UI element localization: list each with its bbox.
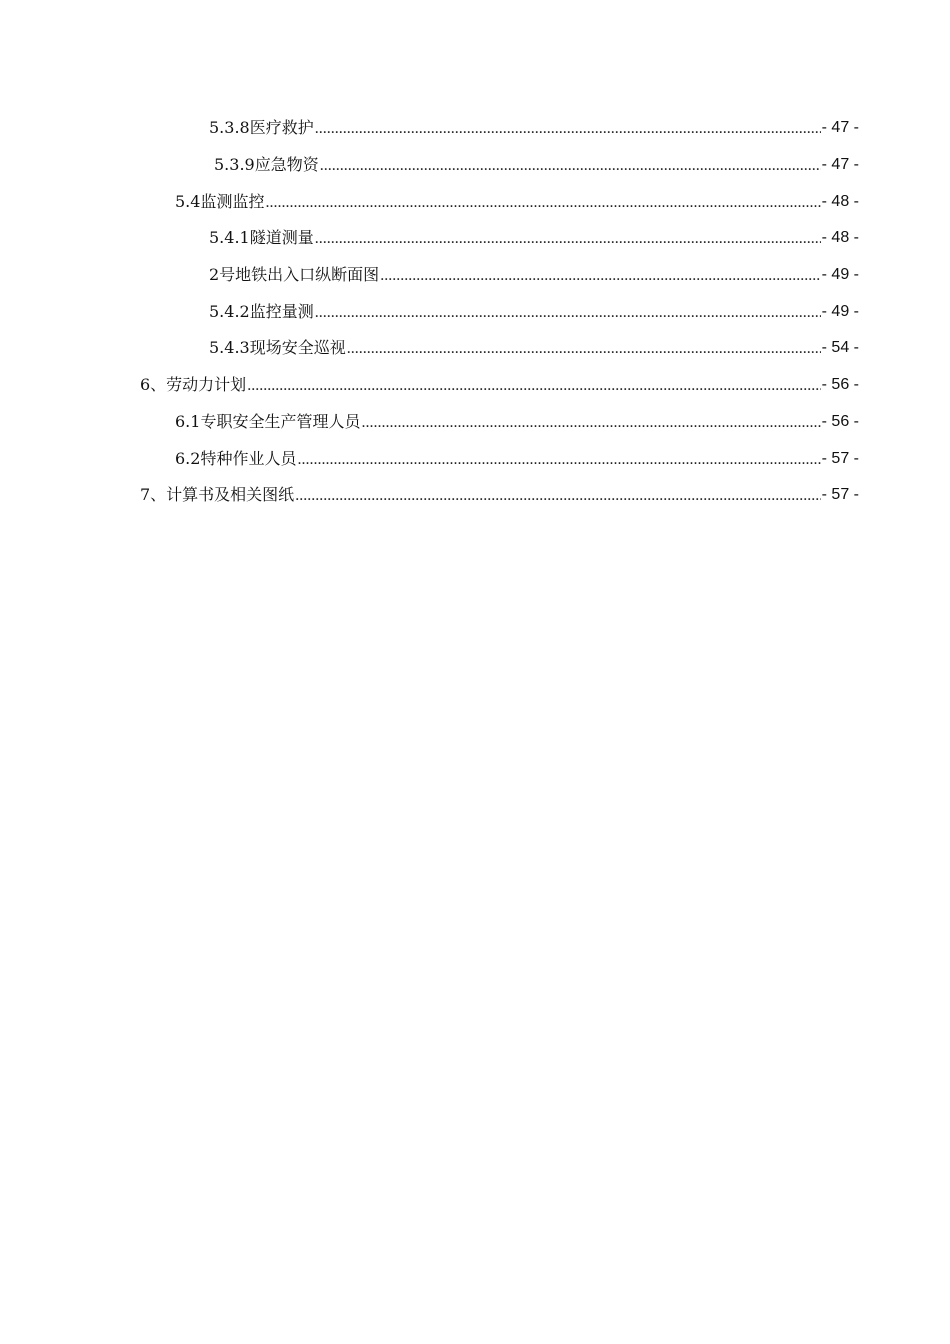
toc-entry-page: - 48 - <box>821 229 859 247</box>
toc-entry-title: 5.3.8医疗救护 <box>209 118 314 138</box>
toc-entry-title: 5.3.9应急物资 <box>214 155 319 175</box>
toc-entry[interactable] <box>0 404 950 441</box>
toc-entry[interactable] <box>0 257 950 294</box>
toc-entry-page: - 57 - <box>821 449 859 467</box>
toc-entry[interactable] <box>0 183 950 220</box>
toc-dot-leader <box>361 413 820 433</box>
toc-entry-title: 6、劳动力计划 <box>140 375 247 395</box>
toc-entry-title: 5.4.2监控量测 <box>209 301 314 321</box>
toc-entry-title: 6.2特种作业人员 <box>175 448 297 468</box>
toc-entry-page: - 57 - <box>821 486 859 504</box>
toc-dot-leader <box>297 450 820 470</box>
toc-entry[interactable] <box>0 220 950 257</box>
toc-entry-page: - 47 - <box>821 119 859 137</box>
toc-entry-title: 7、计算书及相关图纸 <box>140 485 295 505</box>
toc-entry-title: 5.4.1隧道测量 <box>209 228 314 248</box>
toc-entry-page: - 49 - <box>821 302 859 320</box>
toc-entry[interactable] <box>0 440 950 477</box>
toc-entry[interactable] <box>0 477 950 514</box>
toc-entry-title: 5.4监测监控 <box>175 191 265 211</box>
toc-dot-leader <box>295 486 820 506</box>
toc-entry-page: - 54 - <box>821 339 859 357</box>
toc-entry-page: - 56 - <box>821 412 859 430</box>
toc-dot-leader <box>315 229 821 249</box>
toc-entry-page: - 47 - <box>821 156 859 174</box>
toc-entry-title: 2号地铁出入口纵断面图 <box>209 265 380 285</box>
toc-entry[interactable] <box>0 293 950 330</box>
toc-dot-leader <box>347 339 821 359</box>
toc-dot-leader <box>247 376 820 396</box>
toc-dot-leader <box>265 193 820 213</box>
toc-entry-page: - 49 - <box>821 266 859 284</box>
table-of-contents <box>0 110 950 514</box>
toc-entry-page: - 48 - <box>821 192 859 210</box>
toc-entry[interactable] <box>0 110 950 147</box>
toc-entry[interactable] <box>0 330 950 367</box>
toc-dot-leader <box>315 303 821 323</box>
toc-entry-title: 5.4.3现场安全巡视 <box>209 338 346 358</box>
toc-dot-leader <box>380 266 820 286</box>
toc-entry-title: 6.1专职安全生产管理人员 <box>175 411 361 431</box>
toc-entry-page: - 56 - <box>821 376 859 394</box>
toc-entry[interactable] <box>0 367 950 404</box>
toc-entry[interactable] <box>0 147 950 184</box>
toc-dot-leader <box>320 156 821 176</box>
toc-dot-leader <box>315 119 821 139</box>
